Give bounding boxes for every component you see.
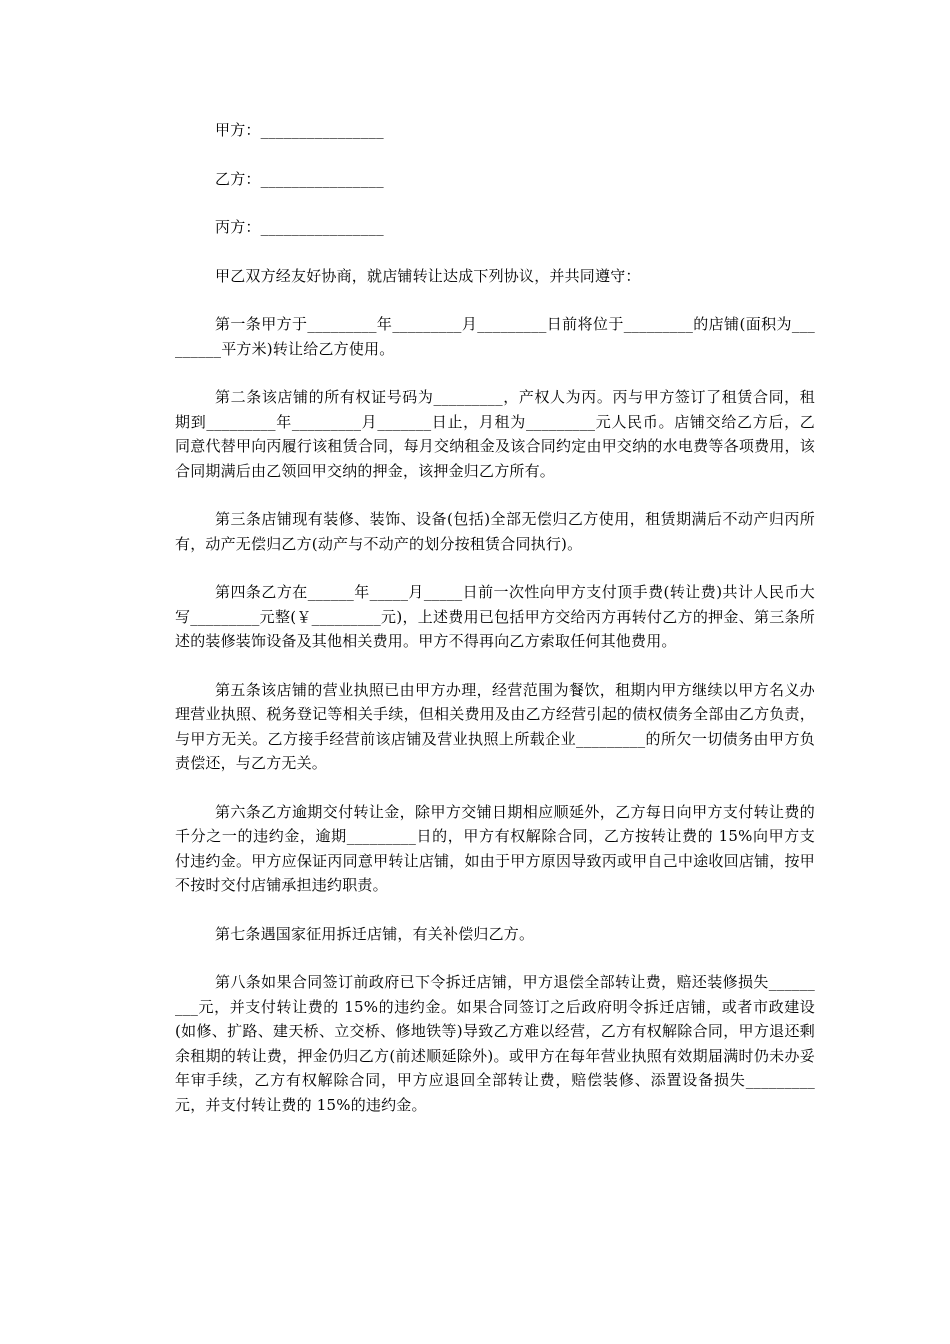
article-7: 第七条遇国家征用拆迁店铺，有关补偿归乙方。 [215, 924, 535, 943]
article-6: 第六条乙方逾期交付转让金，除甲方交铺日期相应顺延外，乙方每日向甲方支付转让费的千分之一的违约金，逾期_________日的，甲方有权解除合同，乙方按转让费的 15%向甲方支付违约金。甲方应保证丙同意甲转让店铺，如由于甲方原因导致丙或甲自己中途收回店铺，按甲不按时交付店铺承担违约职责。 [175, 802, 815, 894]
article-1: 第一条甲方于_________年_________月_________日前将位于_________的店铺(面积为_________平方米)转让给乙方使用。 [175, 315, 815, 358]
article-3: 第三条店铺现有装修、装饰、设备(包括)全部无偿归乙方使用，租赁期满后不动产归丙所有，动产无偿归乙方(动产与不动产的划分按租赁合同执行)。 [175, 510, 815, 553]
intro-paragraph: 甲乙双方经友好协商，就店铺转让达成下列协议，并共同遵守： [215, 266, 641, 285]
party-c-line: 丙方：________________ [215, 218, 384, 236]
article-4: 第四条乙方在______年_____月_____日前一次性向甲方支付顶手费(转让费)共计人民币大写_________元整(￥_________元)，上述费用已包括甲方交给丙方再转付乙方的押金、第三条所述的装修装饰设备及其他相关费用。甲方不得再向乙方索取任何其他费用。 [175, 583, 815, 650]
party-b-line: 乙方：________________ [215, 169, 384, 188]
contract-body [175, 118, 815, 1141]
party-a-line: 甲方：________________ [215, 121, 384, 139]
article-5: 第五条该店铺的营业执照已由甲方办理，经营范围为餐饮，租期内甲方继续以甲方名义办理营业执照、税务登记等相关手续，但相关费用及由乙方经营引起的债权债务全部由乙方负责，与甲方无关。乙方接手经营前该店铺及营业执照上所载企业_________的所欠一切债务由甲方负责偿还，与乙方无关。 [175, 680, 815, 772]
article-8: 第八条如果合同签订前政府已下令拆迁店铺，甲方退偿全部转让费，赔还装修损失_________元，并支付转让费的 15%的违约金。如果合同签订之后政府明令拆迁店铺，或者市政建设(如修、扩路、建天桥、立交桥、修地铁等)导致乙方难以经营，乙方有权解除合同，甲方退还剩余租期的转让费，押金仍归乙方(前述顺延除外)。或甲方在每年营业执照有效期届满时仍未办妥年审手续，乙方有权解除合同，甲方应退回全部转让费，赔偿装修、添置设备损失_________元，并支付转让费的 15%的违约金。 [175, 973, 815, 1114]
article-2: 第二条该店铺的所有权证号码为_________，产权人为丙。丙与甲方签订了租赁合同，租期到_________年_________月_______日止，月租为_________元人民币。店铺交给乙方后，乙同意代替甲向丙履行该租赁合同，每月交纳租金及该合同约定由甲交纳的水电费等各项费用，该合同期满后由乙领回甲交纳的押金，该押金归乙方所有。 [175, 388, 815, 480]
